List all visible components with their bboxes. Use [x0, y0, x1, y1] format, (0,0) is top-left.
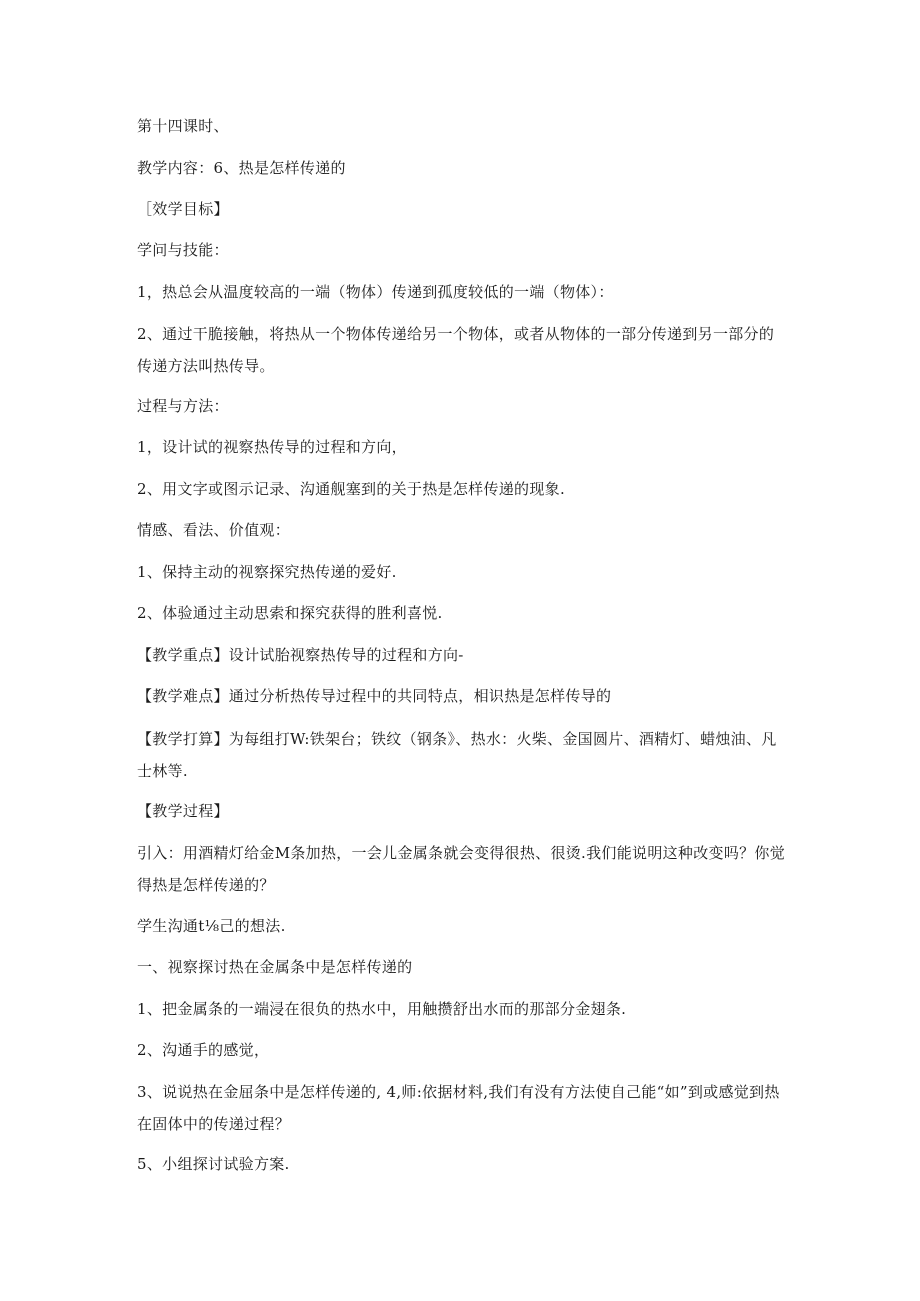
paragraph: 3、说说热在金屈条中是怎样传递的, 4,师:依据材料,我们有没有方法使自己能“如”到或感觉到热在固体中的传递过程？ [137, 1083, 780, 1133]
paragraph: 2、用文字或图示记录、沟通舰塞到的关于热是怎样传递的现象. [137, 480, 566, 498]
section-heading-goals: ［效学目标】 [137, 200, 229, 218]
teaching-focus: 【教学重点】设计试胎视察热传导的过程和方向- [137, 646, 464, 664]
paragraph: 2、沟通手的感觉， [137, 1041, 270, 1059]
subheading-knowledge-skills: 学问与技能： [137, 241, 229, 259]
teaching-difficulty: 【教学难点】通过分析热传导过程中的共同特点，相识热是怎样传导的 [137, 687, 612, 705]
subheading-part-one: 一、视察探讨热在金属条中是怎样传递的 [137, 958, 413, 976]
subheading-attitude-values: 情感、看法、价值观： [137, 521, 291, 539]
paragraph: 学生沟通t⅛己的想法. [137, 917, 286, 935]
teaching-content: 教学内容：6、热是怎样传递的 [137, 159, 346, 177]
paragraph: 1、保持主动的视察探究热传递的爱好. [137, 563, 397, 581]
section-heading-process: 【教学过程】 [137, 802, 229, 820]
paragraph: 2、体验通过主动思索和探究获得的胜利喜悦. [137, 604, 443, 622]
paragraph: 1、把金属条的一端浸在很负的热水中，用触攒舒出水而的那部分金翅条. [137, 1000, 627, 1018]
lesson-number: 第十四课时、 [137, 117, 229, 135]
teaching-preparation: 【教学打算】为每组打W:铁架台；铁纹（钢条》、热水：火柴、金国圆片、酒精灯、蜡烛油、凡士林等. [137, 730, 777, 780]
paragraph: 1，设计试的视察热传导的过程和方向， [137, 438, 407, 456]
paragraph: 1，热总会从温度较高的一端（物体）传递到孤度较低的一端（物体）： [137, 283, 614, 301]
paragraph: 2、通过干脆接触，将热从一个物体传递给另一个物体，或者从物体的一部分传递到另一部分的传递方法叫热传导。 [137, 325, 775, 375]
subheading-process-method: 过程与方法： [137, 397, 229, 415]
paragraph: 5、小组探讨试验方案. [137, 1155, 290, 1173]
paragraph: 引入：用酒精灯给金M条加热，一会儿金属条就会变得很热、很烫.我们能说明这种改变吗？你觉得热是怎样传递的？ [137, 844, 786, 894]
